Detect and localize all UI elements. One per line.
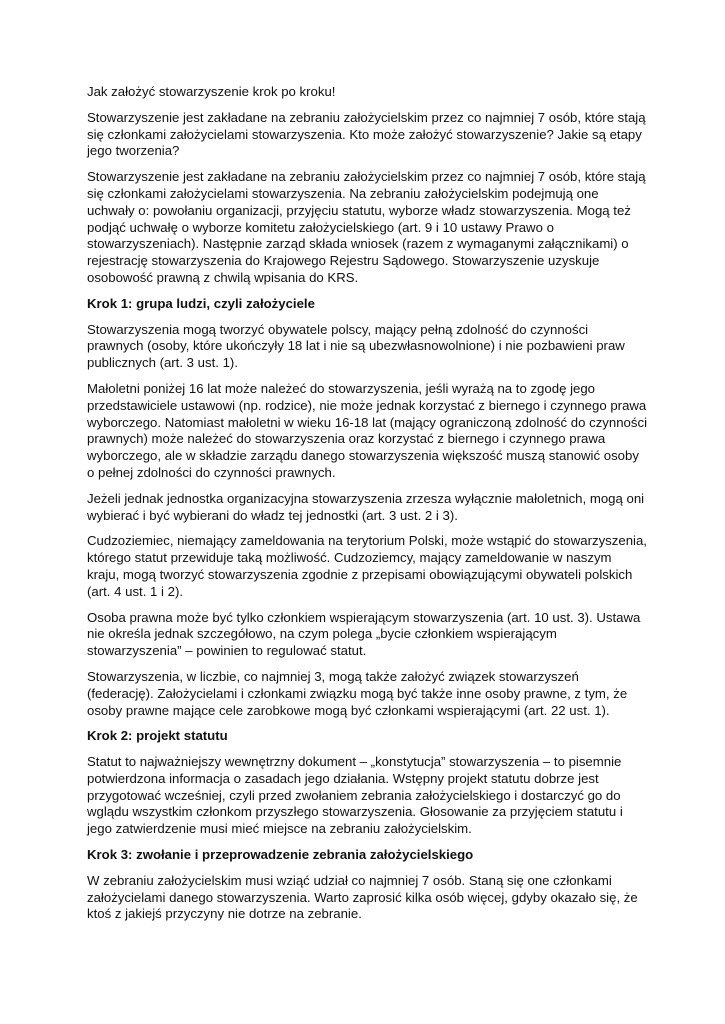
step1-paragraph: Cudzoziemiec, niemający zameldowania na terytorium Polski, może wstąpić do stowarzyszenia, którego statut przewiduje taką możliwość. Cudzoziemcy, mający zameldowanie w naszym kraju, mogą tworzyć stowarzyszenia zgodnie z przepisami obowiązującymi obywateli polskich (art. 4 ust. 1 i 2). bbox=[87, 533, 647, 599]
step2-paragraph: Statut to najważniejszy wewnętrzny dokument – „konstytucja” stowarzyszenia – to pisemnie potwierdzona informacja o zasadach jego działania. Wstępny projekt statutu dobrze jest przygotować wcześniej, czyli przed zwołaniem zebrania założycielskiego i dostarczyć go do wglądu wszystkim członkom przyszłego stowarzyszenia. Głosowanie za przyjęciem statutu i jego zatwierdzenie musi mieć miejsce na zebraniu założycielskim. bbox=[87, 754, 623, 837]
step1-paragraph: Stowarzyszenia mogą tworzyć obywatele polscy, mający pełną zdolność do czynności prawnych (osoby, które ukończyły 18 lat i nie są ubezwłasnowolnione) i nie pozbawieni praw publicznych (art. 3 ust. 1). bbox=[87, 321, 625, 371]
summary-paragraph: Stowarzyszenie jest zakładane na zebraniu założycielskim przez co najmniej 7 osób, które stają się członkami założycielami stowarzyszenia. Na zebraniu założycielskim podejmują one uchwały o: powołaniu organizacji, przyjęciu statutu, wyborze władz stowarzyszenia. Mogą też podjąć uchwałę o wyborze komitetu założycielskiego (art. 9 i 10 ustawy Prawo o stowarzyszeniach). Następnie zarząd składa wniosek (razem z wymaganymi załącznikami) o rejestrację stowarzyszenia do Krajowego Rejestru Sądowego. Stowarzyszenie uzyskuje osobowość prawną z chwilą wpisania do KRS. bbox=[87, 169, 646, 285]
step1-heading: Krok 1: grupa ludzi, czyli założyciele bbox=[87, 295, 315, 311]
document-title: Jak założyć stowarzyszenie krok po kroku! bbox=[87, 84, 336, 99]
step1-paragraph: Jeżeli jednak jednostka organizacyjna stowarzyszenia zrzesza wyłącznie małoletnich, mogą oni wybierać i być wybierani do władz tej jednostki (art. 3 ust. 2 i 3). bbox=[87, 490, 645, 523]
step3-paragraph: W zebraniu założycielskim musi wziąć udział co najmniej 7 osób. Staną się one członkami założycielami danego stowarzyszenia. Warto zaprosić kilka osób więcej, gdyby okazało się, że ktoś z jakiejś przyczyny nie dotrze na zebranie. bbox=[87, 872, 638, 922]
step2-heading: Krok 2: projekt statutu bbox=[87, 728, 228, 744]
step1-paragraph: Stowarzyszenia, w liczbie, co najmniej 3, mogą także założyć związek stowarzyszeń (federację). Założycielami i członkami związku mogą być także inne osoby prawne, z tym, że osoby prawne mające cele zarobkowe mogą być członkami wspierającymi (art. 22 ust. 1). bbox=[87, 668, 628, 718]
intro-paragraph: Stowarzyszenie jest zakładane na zebraniu założycielskim przez co najmniej 7 osób, które stają się członkami założycielami stowarzyszenia. Kto może założyć stowarzyszenie? Jakie są etapy jego tworzenia? bbox=[87, 109, 646, 159]
document-page bbox=[87, 84, 647, 932]
step1-paragraph: Osoba prawna może być tylko członkiem wspierającym stowarzyszenia (art. 10 ust. 3). Ustawa nie określa jednak szczegółowo, na czym polega „bycie członkiem wspierającym stowarzyszenia” – powinien to regulować statut. bbox=[87, 609, 641, 659]
step1-paragraph: Małoletni poniżej 16 lat może należeć do stowarzyszenia, jeśli wyrażą na to zgodę jego przedstawiciele ustawowi (np. rodzice), nie może jednak korzystać z biernego i czynnego prawa wyborczego. Natomiast małoletni w wieku 16-18 lat (mający ograniczoną zdolność do czynności prawnych) może należeć do stowarzyszenia oraz korzystać z biernego i czynnego prawa wyborczego, ale w składzie zarządu danego stowarzyszenia większość muszą stanowić osoby o pełnej zdolności do czynności prawnych. bbox=[87, 380, 647, 480]
step3-heading: Krok 3: zwołanie i przeprowadzenie zebrania założycielskiego bbox=[87, 847, 474, 863]
